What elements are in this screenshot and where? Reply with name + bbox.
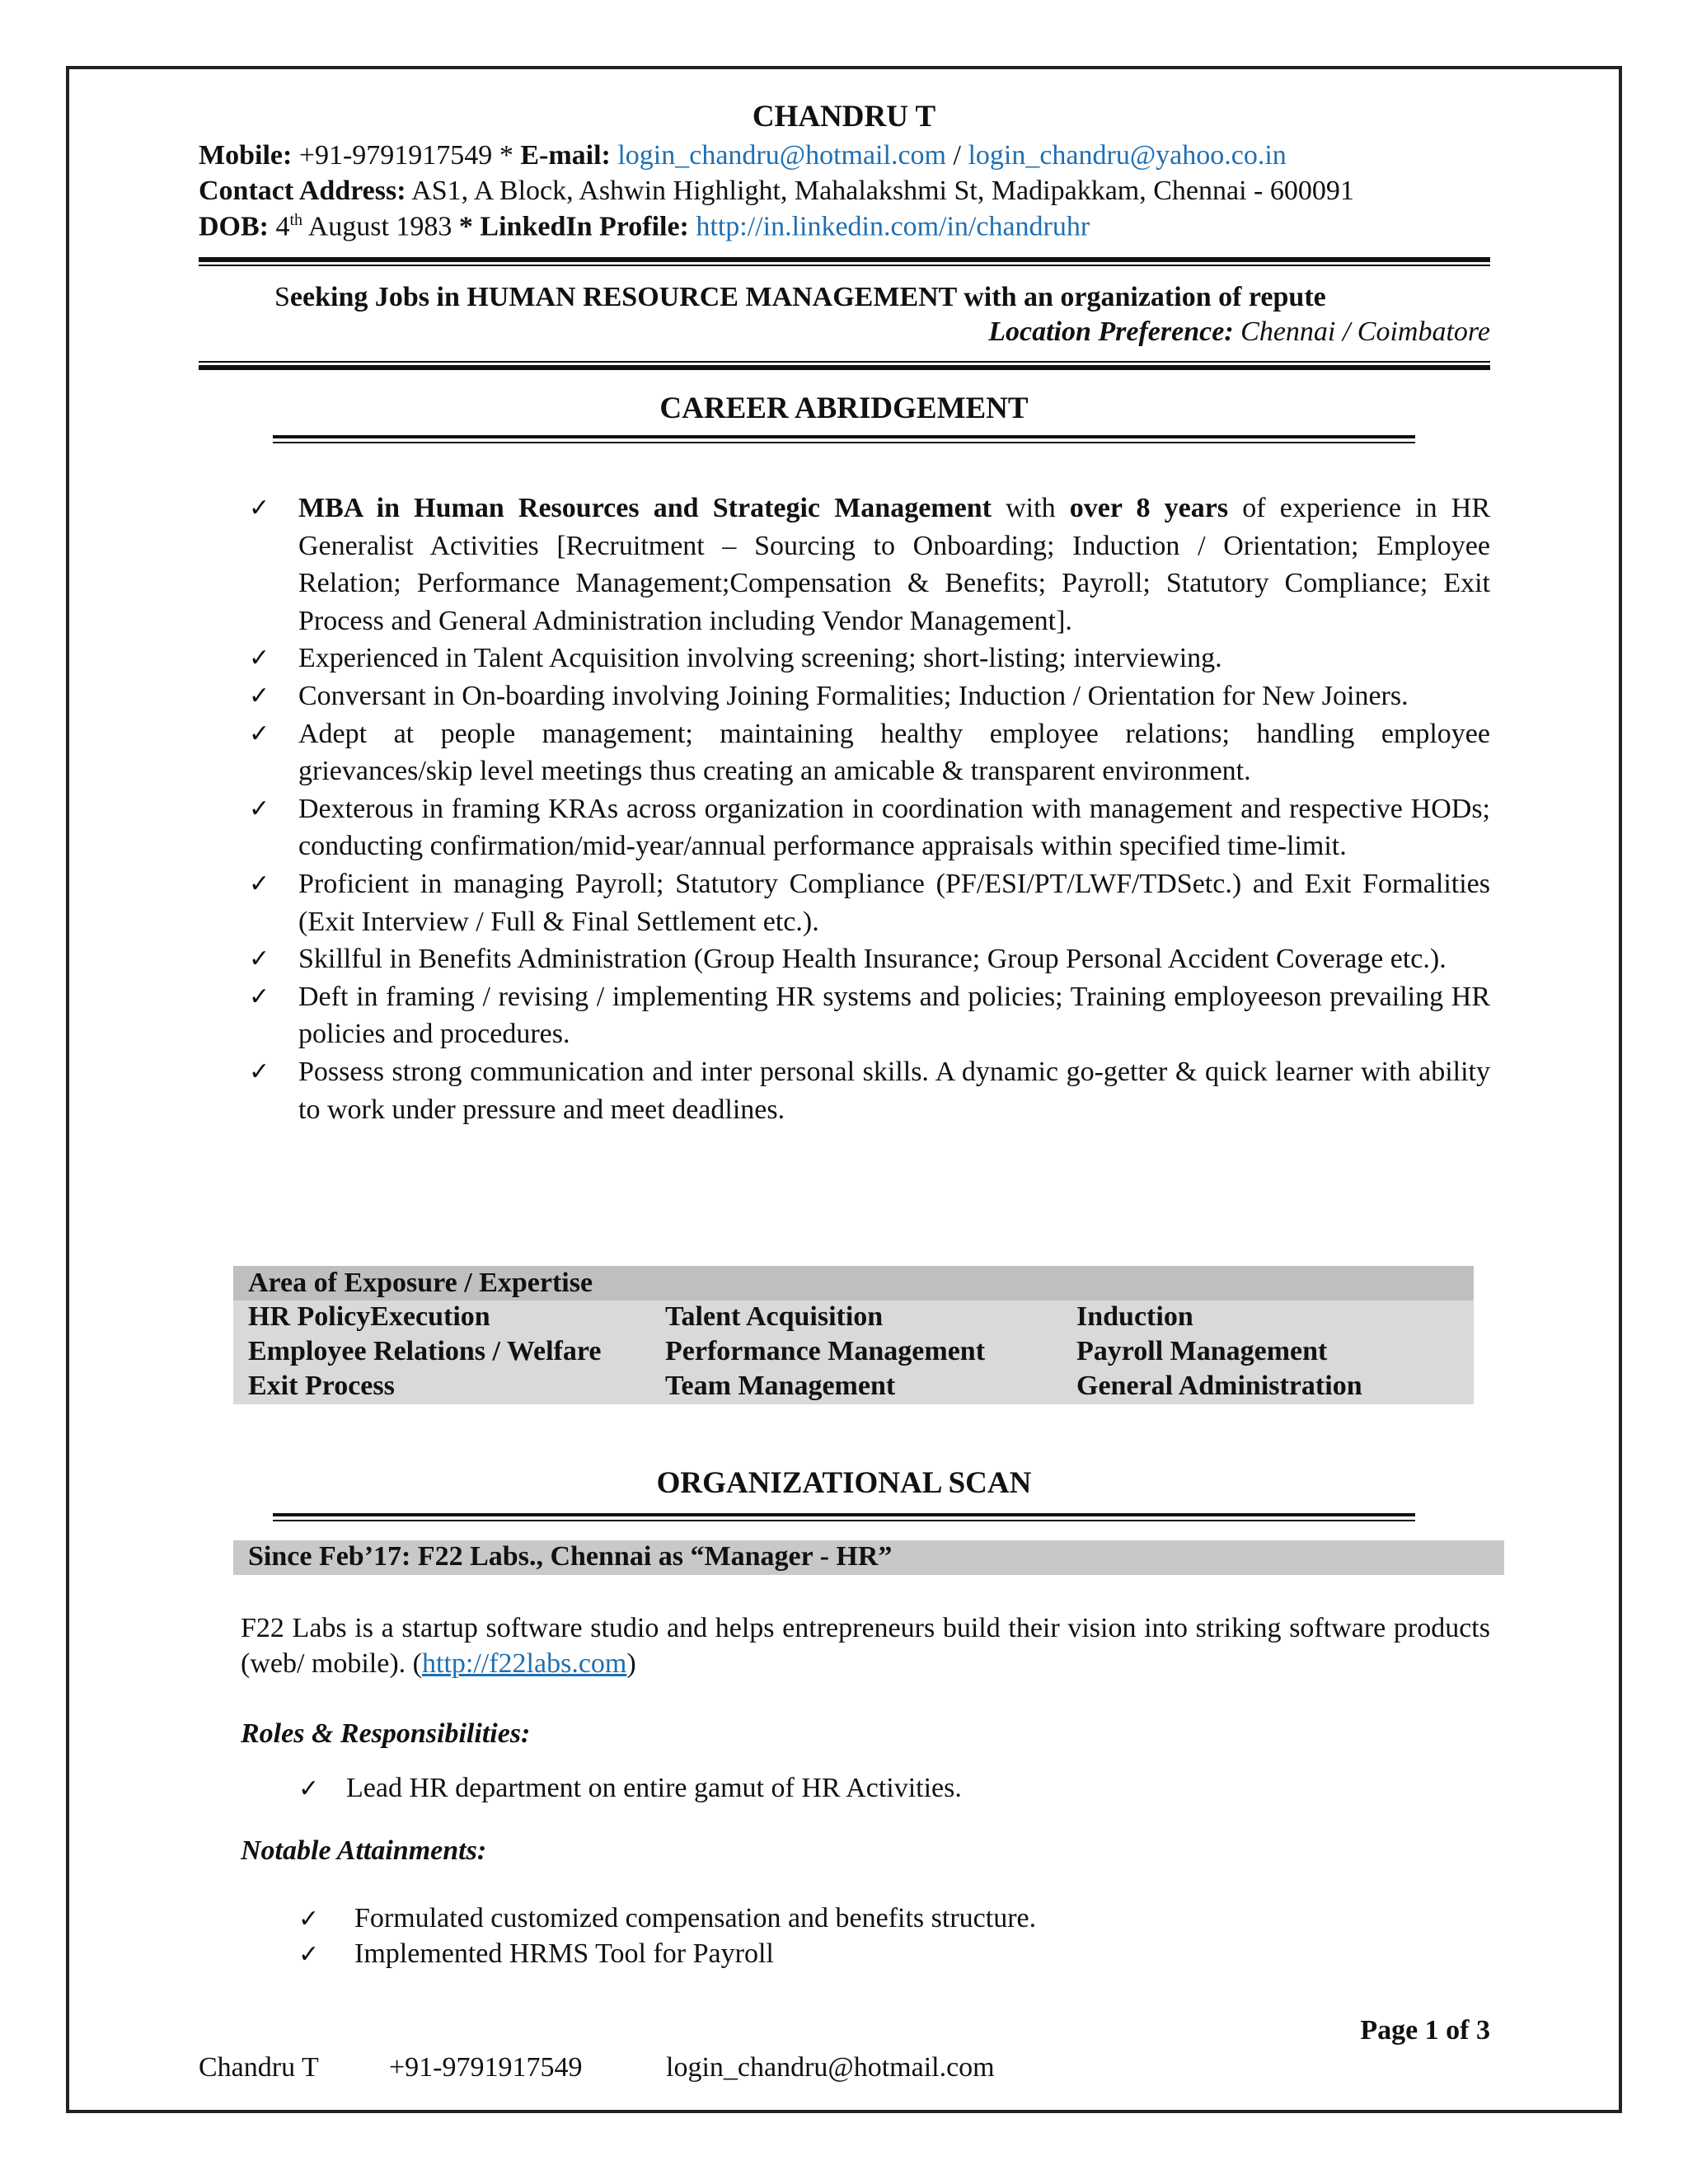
objective-text: eeking Jobs in HUMAN RESOURCE MANAGEMENT with an organization of repute	[289, 282, 1326, 312]
exposure-title: Area of Exposure / Expertise	[248, 1268, 593, 1298]
job-title-bar	[233, 1540, 1504, 1575]
check-icon: ✓	[249, 681, 270, 710]
list-item	[249, 790, 1490, 865]
org-rule	[273, 1513, 1415, 1516]
roles-label-text: Roles & Responsibilities:	[241, 1718, 531, 1749]
objective-line	[274, 282, 1326, 313]
list-item	[249, 978, 1490, 1053]
list-item	[249, 865, 1490, 940]
dob-label: DOB:	[199, 211, 269, 242]
list-item	[249, 490, 1491, 640]
list-item	[249, 677, 1490, 715]
separator: *	[458, 211, 473, 242]
list-item	[249, 640, 1490, 677]
company-link[interactable]: http://f22labs.com	[422, 1648, 627, 1679]
attainment-text: Formulated customized compensation and benefits structure.	[354, 1903, 1037, 1933]
footer-name-text: Chandru T	[199, 2052, 319, 2083]
contact-line-1	[199, 140, 1287, 171]
name-text: CHANDRU T	[752, 100, 936, 134]
bullet-text: Proficient in managing Payroll; Statutory Compliance (PF/ESI/PT/LWF/TDSetc.) and Exit Formalities (Exit Interview / Full & Final Settlement etc.).	[298, 868, 1490, 937]
bullet-text: Skillful in Benefits Administration (Group Health Insurance; Group Personal Accident Coverage etc.).	[298, 944, 1447, 975]
attainment-text: Implemented HRMS Tool for Payroll	[354, 1938, 774, 1969]
career-rule	[273, 435, 1415, 438]
footer-email	[666, 2052, 995, 2083]
header-rule	[199, 257, 1490, 262]
check-icon: ✓	[249, 1057, 270, 1086]
check-icon: ✓	[298, 1905, 320, 1933]
dob-day: 4	[275, 211, 290, 242]
company-desc-end: )	[626, 1648, 636, 1679]
contact-line-2	[199, 176, 1354, 207]
exposure-header	[233, 1266, 1474, 1301]
bullet-text: Adept at people management; maintaining healthy employee relations; handling employee grievances/skip level meetings thus creating an amicable & transparent environment.	[298, 718, 1490, 787]
email-label: E-mail:	[520, 140, 611, 171]
list-item	[298, 1773, 962, 1804]
check-icon: ✓	[249, 982, 270, 1011]
list-item	[249, 1053, 1490, 1128]
check-icon: ✓	[298, 1774, 320, 1803]
location-value: Chennai / Coimbatore	[1240, 316, 1490, 347]
list-item	[298, 1938, 774, 1970]
linkedin-label: LinkedIn Profile:	[480, 211, 689, 242]
check-icon: ✓	[249, 794, 270, 823]
page-number	[1360, 2015, 1490, 2046]
exposure-cell: Talent Acquisition	[665, 1301, 884, 1332]
bullet-text: with	[1006, 493, 1056, 523]
address-value: AS1, A Block, Ashwin Highlight, Mahalakshmi St, Madipakkam, Chennai - 600091	[411, 176, 1354, 206]
location-label: Location Preference:	[988, 316, 1234, 347]
company-description	[241, 1610, 1490, 1681]
check-icon: ✓	[249, 644, 270, 673]
career-rule-thin	[273, 442, 1415, 443]
header-rule-thin	[199, 265, 1490, 266]
exposure-cell: Exit Process	[248, 1371, 395, 1401]
exposure-cell: Employee Relations / Welfare	[248, 1336, 602, 1366]
exposure-cell: Performance Management	[665, 1336, 986, 1366]
contact-line-3	[199, 211, 1090, 242]
check-icon: ✓	[249, 869, 270, 898]
bullet-text: Dexterous in framing KRAs across organization in coordination with management and respective HODs; conducting confirmation/mid-year/annual performance appraisals within specified time-limit.	[298, 793, 1490, 862]
career-title	[0, 391, 1688, 426]
email-link-1[interactable]: login_chandru@hotmail.com	[617, 140, 946, 171]
bullet-text: Possess strong communication and inter personal skills. A dynamic go-getter & quick learner with ability to work under pressure and meet deadlines.	[298, 1056, 1490, 1125]
mobile-value: +91-9791917549	[298, 140, 493, 171]
exposure-cell: General Administration	[1076, 1371, 1362, 1401]
linkedin-link[interactable]: http://in.linkedin.com/in/chandruhr	[696, 211, 1090, 242]
career-title-text: CAREER ABRIDGEMENT	[659, 391, 1029, 425]
org-title-text: ORGANIZATIONAL SCAN	[656, 1466, 1032, 1500]
separator: *	[499, 140, 513, 171]
mobile-label: Mobile:	[199, 140, 293, 171]
attainments-label-text: Notable Attainments:	[241, 1835, 487, 1866]
footer-email-text: login_chandru@hotmail.com	[666, 2052, 995, 2083]
roles-label	[241, 1716, 530, 1751]
footer-phone-text: +91-9791917549	[389, 2052, 583, 2083]
org-title	[0, 1465, 1688, 1501]
exposure-cell: Team Management	[665, 1371, 896, 1401]
location-line	[988, 316, 1490, 348]
list-item	[298, 1903, 1036, 1934]
address-label: Contact Address:	[199, 176, 406, 206]
job-title: Since Feb’17: F22 Labs., Chennai as “Manager - HR”	[248, 1541, 893, 1572]
bullet-text: Deft in framing / revising / implementing HR systems and policies; Training employeeson prevailing HR policies and procedures.	[298, 981, 1490, 1050]
bullet-bold: MBA in Human Resources and Strategic Management	[298, 493, 992, 523]
page-number-text: Page 1 of 3	[1360, 2015, 1490, 2046]
bullet-text: of experience in HR Generalist Activities [Recruitment – Sourcing to Onboarding; Induction / Orientation; Employee Relation; Performance Management;Compensation & Benefits; Payroll; Statutory Compliance; Exit Process and General Administration including Vendor Management].	[298, 493, 1491, 636]
attainments-label	[241, 1833, 486, 1868]
list-item	[249, 940, 1490, 978]
bullet-text: Experienced in Talent Acquisition involving screening; short-listing; interviewing.	[298, 643, 1222, 674]
footer-phone	[389, 2052, 583, 2083]
resume-name	[0, 99, 1688, 134]
footer-name	[199, 2052, 319, 2083]
check-icon: ✓	[249, 494, 270, 523]
objective-rule-thin	[199, 361, 1490, 363]
bullet-text: Conversant in On-boarding involving Joining Formalities; Induction / Orientation for New Joiners.	[298, 680, 1409, 711]
check-icon: ✓	[298, 1940, 320, 1969]
exposure-cell: Payroll Management	[1076, 1336, 1328, 1366]
check-icon: ✓	[249, 944, 270, 974]
company-desc-text: F22 Labs is a startup software studio and helps entrepreneurs build their vision into striking software products (web/ mobile). (	[241, 1613, 1490, 1679]
exposure-cell: Induction	[1076, 1301, 1193, 1332]
email-link-2[interactable]: login_chandru@yahoo.co.in	[968, 140, 1287, 171]
dob-suffix: th	[289, 211, 303, 229]
career-bullet-list	[249, 490, 1491, 1128]
check-icon: ✓	[249, 719, 270, 748]
exposure-cell: HR PolicyExecution	[248, 1301, 490, 1332]
dob-rest: August 1983	[307, 211, 452, 242]
role-text: Lead HR department on entire gamut of HR Activities.	[346, 1773, 962, 1803]
objective-initial: S	[274, 282, 290, 312]
list-item	[249, 715, 1490, 790]
org-rule-thin	[273, 1520, 1415, 1521]
objective-rule	[199, 365, 1490, 370]
exposure-table	[233, 1266, 1474, 1404]
separator: /	[953, 140, 961, 171]
bullet-bold: over 8 years	[1069, 493, 1229, 523]
